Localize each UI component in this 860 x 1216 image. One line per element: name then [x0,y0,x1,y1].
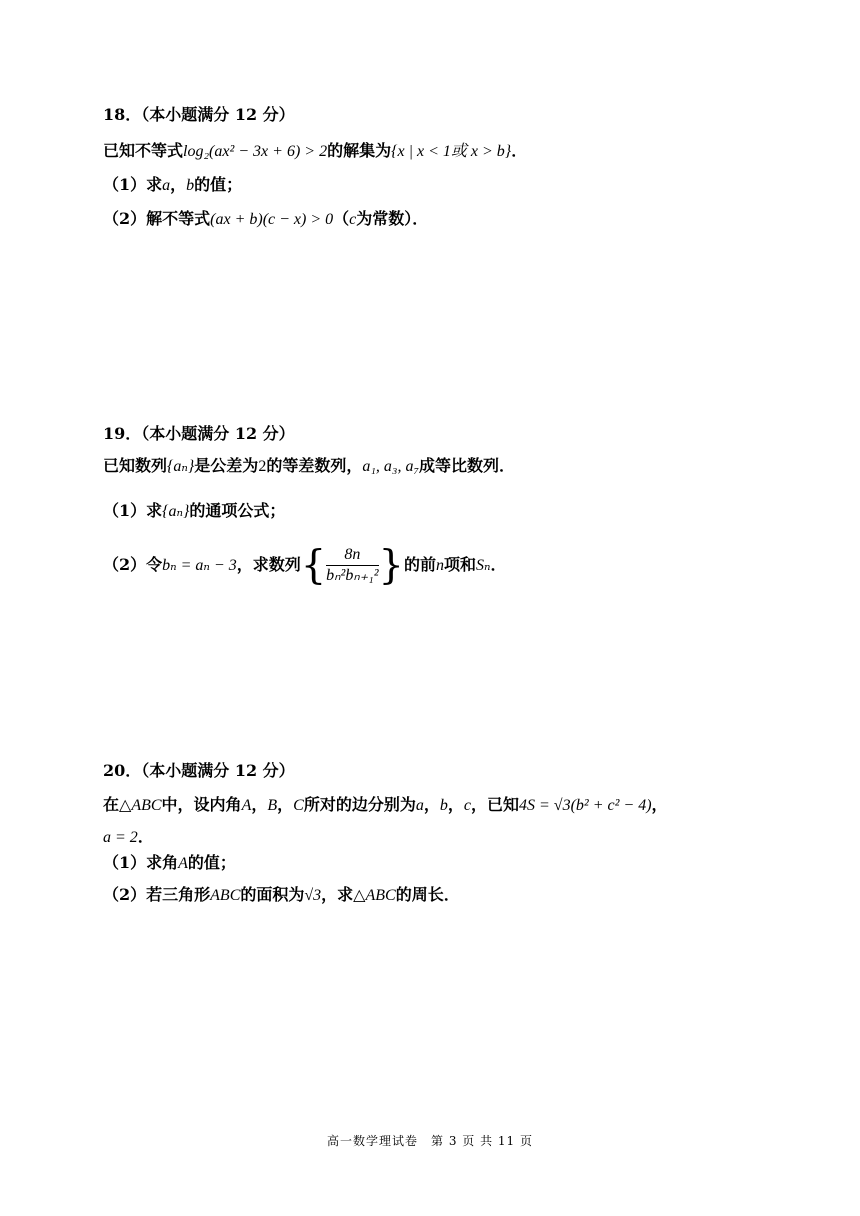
q19-frac-numerator: 8n [326,545,378,566]
q18-p1-text: （1）求 [103,175,163,194]
q18-stem-math2: {x | x < 1或 x > b} [391,143,512,160]
q19-p1-tail: 的通项公式； [189,501,286,520]
q19-stem [103,455,515,478]
q19-stem-text-b: 是公差为 [194,456,259,475]
q19-p2-text-b: ，求数列 [236,555,301,574]
q20-stem-line2 [103,826,154,849]
q20-comma-5: ， [651,795,668,814]
q19-stem-text-a: 已知数列 [103,456,168,475]
q18-p1-comma: ， [170,175,187,194]
q18-p1-var-a: a [162,177,171,194]
q20-angle-b: B [267,797,278,814]
q20-comma-4: ， [447,795,464,814]
q19-p2-sum: Sₙ [476,557,491,574]
q18-p1-var-b: b [186,177,195,194]
q19-stem-terms: a₁, a₃, a₇ [362,458,420,475]
q20-part1 [103,852,236,875]
q20-p2-area: √3 [304,887,322,904]
q18-p2-tail: 为常数）． [356,209,429,228]
q20-side-b: b [439,797,448,814]
q19-p2-text-d: 项和 [444,555,477,574]
q18-part1 [103,174,242,197]
q18-stem-end: ． [511,141,528,160]
q18-stem [103,140,527,163]
q19-p1-seq: {aₙ} [162,503,190,520]
q20-p2-text-b: 的面积为 [240,885,305,904]
q20-p2-text: （2）若三角形 [103,885,211,904]
q19-p2-end: ． [490,555,507,574]
q19-stem-text-c: 的等差数列， [266,456,363,475]
q19-fraction [326,545,378,586]
q20-triangle: △ABC [119,797,162,814]
q19-p2-def: bₙ = aₙ − 3 [162,557,237,574]
q19-p2-var-n: n [436,557,444,574]
q20-comma-3: ， [423,795,440,814]
q19-frac-denominator: bₙ²bₙ₊₁² [326,567,379,584]
q20-p2-abc: ABC [210,887,241,904]
q20-side-a: a [415,797,424,814]
q19-p2-text: （2）令 [103,555,163,574]
q18-stem-text-b: 的解集为 [327,141,392,160]
q20-heading: 20．（本小题满分 12 分） [103,761,295,780]
q19-part2 [103,543,507,588]
q18-part2 [103,208,428,231]
q19-stem-diff: 2 [258,458,267,475]
q20-p1-angle: A [178,855,188,872]
q20-text-b: 中，设内角 [161,795,242,814]
page-footer: 高一数学理试卷 第 3 页 共 11 页 [327,1134,533,1148]
q20-angle-c: C [293,797,304,814]
q20-text-e: 所对的边分别为 [303,795,416,814]
q20-p1-text: （1）求角 [103,853,179,872]
q19-stem-text-d: 成等比数列． [419,456,516,475]
q18-heading: 18．（本小题满分 12 分） [103,105,295,124]
q20-stem2-end: ． [137,827,154,846]
q19-stem-seq: {aₙ} [167,458,195,475]
q20-p1-tail: 的值； [187,853,236,872]
q18-p2-var-c: c [349,211,357,228]
q18-p2-paren: （ [333,209,350,228]
q19-p1-text: （1）求 [103,501,163,520]
q18-p2-inequality: (ax + b)(c − x) > 0 [210,211,334,228]
q20-text-h: ，已知 [470,795,519,814]
q20-side-c: c [463,797,471,814]
q20-text-a: 在 [103,795,120,814]
q18-stem-text-a: 已知不等式 [103,141,184,160]
q20-comma-1: ， [251,795,268,814]
q19-left-brace: { [300,542,327,589]
q20-area-formula: 4S = √3(b² + c² − 4) [519,797,652,814]
q19-heading: 19．（本小题满分 12 分） [103,424,295,443]
q20-a-eq-2: a = 2 [103,829,138,846]
q18-stem-math1: log₂(ax² − 3x + 6) > 2 [183,143,328,160]
q20-p2-text-c: ，求 [321,885,354,904]
q19-p2-text-c: 的前 [403,555,436,574]
q20-p2-tail: 的周长． [395,885,460,904]
q20-p2-triangle: △ABC [353,887,396,904]
q20-stem [103,794,668,817]
q20-part2 [103,884,460,907]
q18-p1-tail: 的值； [194,175,243,194]
q20-comma-2: ， [277,795,294,814]
q19-part1 [103,500,285,523]
q20-angle-a: A [241,797,252,814]
q18-p2-text: （2）解不等式 [103,209,211,228]
q19-right-brace: } [378,542,404,589]
